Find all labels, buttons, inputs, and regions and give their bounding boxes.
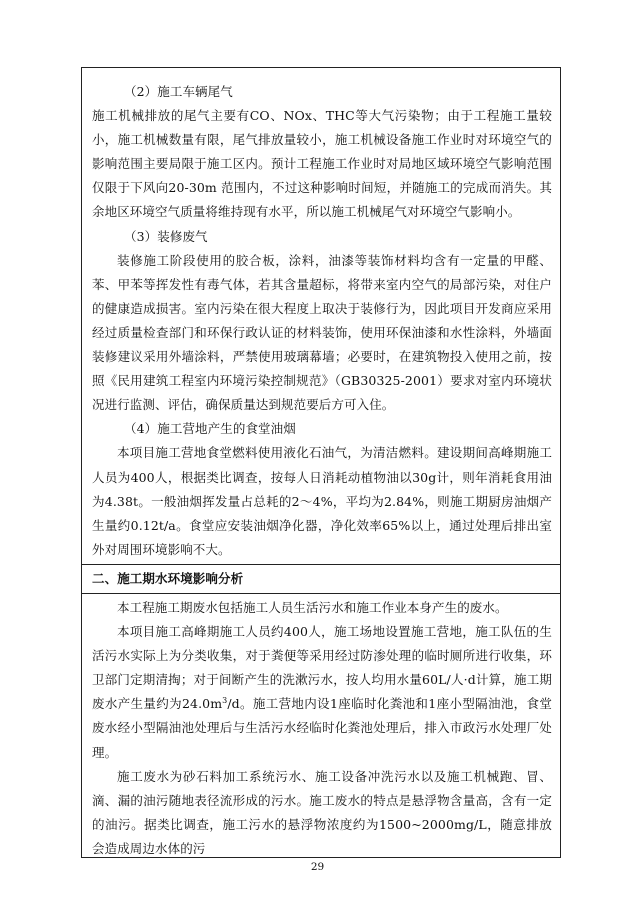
paragraph-decoration-gas: 装修施工阶段使用的胶合板，涂料，油漆等装饰材料均含有一定量的甲醛、苯、甲苯等挥发性有毒气体，若其含量超标，将带来室内空气的局部污染，对住户的健康造成损害。室内污染在很大程度上取决于装修行为，因此项目开发商应采用经过质量检查部门和环保行政认证的材料装饰，使用环保油漆和水性涂料，外墙面装修建议采用外墙涂料，严禁使用玻璃幕墙；必要时，在建筑物投入使用之前，按照《民用建筑工程室内环境污染控制规范》（GB30325-2001）要求对室内环境状况进行监测、评估，确保质量达到规范要后方可入住。 <box>92 252 552 413</box>
text-domestic-sewage-part1: 本项目施工高峰期施工人员约400人，施工场地设置施工营地，施工队伍的生活污水实际上为分类收集，对于粪便等采用经过防渗处理的临时厕所进行收集，环卫部门定期清掏；对于间断产生的洗漱污水，按人均用水量60L/人·d计算，施工期废水产生量约为24.0m <box>92 624 552 712</box>
section-divider <box>81 593 561 594</box>
document-content <box>92 80 552 858</box>
page-number: 29 <box>310 861 325 873</box>
section-divider <box>81 564 561 565</box>
superscript-cubic: 3 <box>222 696 228 706</box>
section-heading-water-impact: 二、施工期水环境影响分析 <box>92 570 244 586</box>
text-domestic-sewage-part2: /d。施工营地内设1座临时化粪池和1座小型隔油池，食堂废水经小型隔油池处理后与生活污水经临时化粪池处理后，排入市政污水处理厂处理。 <box>92 696 552 760</box>
subsection-heading-decoration-gas: （3）装修废气 <box>124 228 208 244</box>
paragraph-vehicle-exhaust: 施工机械排放的尾气主要有CO、NOx、THC等大气污染物；由于工程施工量较小，施工机械数量有限，尾气排放量较小，施工机械设备施工作业时对环境空气的影响范围主要局限于施工区内。预计工程施工作业时对局地区域环境空气影响范围仅限于下风向20-30m 范围内，不过这种影响时间短，并随施工的完成而消失。其余地区环境空气质量将维持现有水平，所以施工机械尾气对环境空气影响小。 <box>92 108 552 220</box>
document-frame <box>81 67 561 858</box>
paragraph-water-intro: 本工程施工期废水包括施工人员生活污水和施工作业本身产生的废水。 <box>117 599 508 615</box>
subsection-heading-canteen-fume: （4）施工营地产生的食堂油烟 <box>124 421 296 437</box>
paragraph-construction-wastewater: 施工废水为砂石料加工系统污水、施工设备冲洗污水以及施工机械跑、冒、滴、漏的油污随地表径流形成的污水。施工废水的特点是悬浮物含量高，含有一定的油污。据类比调查，施工污水的悬浮物浓度约为1500~2000mg/L，随意排放会造成周边水体的污 <box>92 768 552 856</box>
paragraph-domestic-sewage <box>92 620 552 765</box>
subsection-heading-vehicle-exhaust: （2）施工车辆尾气 <box>124 84 233 99</box>
paragraph-canteen-fume: 本项目施工营地食堂燃料使用液化石油气，为清洁燃料。建设期间高峰期施工人员为400人，根据类比调查，按每人日消耗动植物油以30g计，则年消耗食用油为4.38t。一般油烟挥发量占总耗的2～4%，平均为2.84%，则施工期厨房油烟产生量约0.12t/a。食堂应安装油烟净化器，净化效率65%以上，通过处理后排出室外对周围环境影响不大。 <box>92 445 552 557</box>
